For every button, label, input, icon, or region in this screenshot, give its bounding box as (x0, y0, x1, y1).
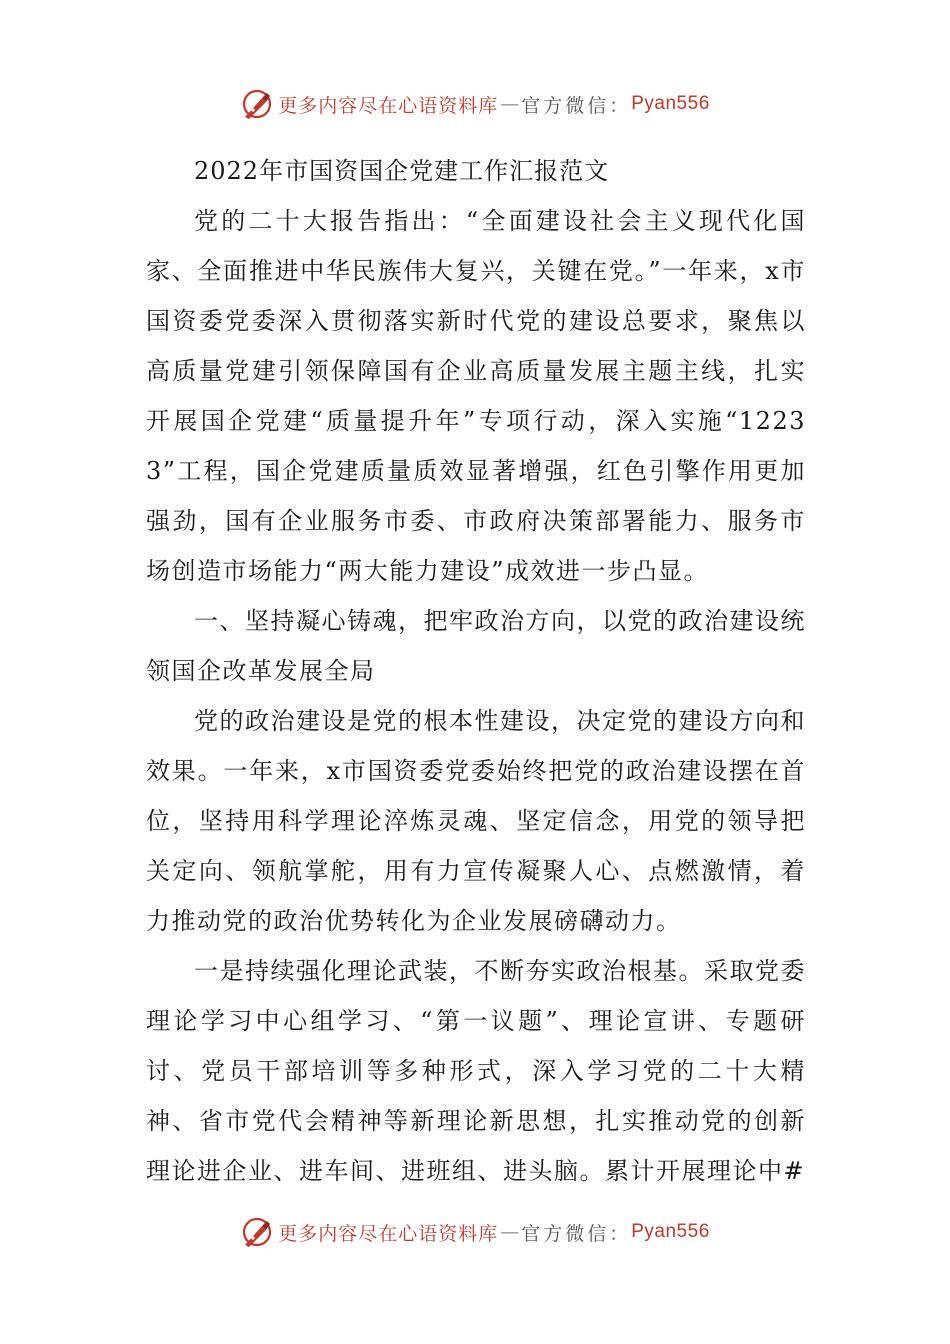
paragraph-political-building: 党的政治建设是党的根本性建设，决定党的建设方向和效果。一年来，x市国资委党委始终把党的政治建设摆在首位，坚持用科学理论淬炼灵魂、坚定信念，用党的领导把关定向、领航掌舵，用有力宣传凝聚人心、点燃激情，着力推动党的政治优势转化为企业发展磅礴动力。 (146, 707, 806, 935)
watermark-separator: — (500, 1221, 520, 1243)
pen-nib-circle-icon (240, 1215, 274, 1249)
pen-nib-circle-icon (240, 87, 274, 121)
watermark-official-label: 官方微信： (521, 1222, 632, 1245)
document-body (146, 146, 806, 1196)
document-title: 2022年市国资国企党建工作汇报范文 (194, 157, 610, 185)
watermark-text: 更多内容尽在心语资料库 (278, 1222, 499, 1245)
watermark-wechat-id: Pyan556 (631, 1221, 710, 1242)
paragraph-theory-study: 一是持续强化理论武装，不断夯实政治根基。采取党委理论学习中心组学习、“第一议题”、理论宣讲、专题研讨、党员干部培训等多种形式，深入学习党的二十大精神、省市党代会精神等新理论新思想，扎实推动党的创新理论进企业、进车间、进班组、进头脑。累计开展理论中# (146, 957, 806, 1185)
header-watermark (0, 84, 950, 124)
paragraph-intro: 党的二十大报告指出：“全面建设社会主义现代化国家、全面推进中华民族伟大复兴，关键在党。”一年来，x市国资委党委深入贯彻落实新时代党的建设总要求，聚焦以高质量党建引领保障国有企业高质量发展主题主线，扎实开展国企党建“质量提升年”专项行动，深入实施“12233”工程，国企党建质量质效显著增强，红色引擎作用更加强劲，国有企业服务市委、市政府决策部署能力、服务市场创造市场能力“两大能力建设”成效进一步凸显。 (146, 207, 806, 585)
watermark-official-label: 官方微信： (521, 94, 632, 117)
footer-watermark (0, 1212, 950, 1252)
watermark-separator: — (500, 93, 520, 115)
watermark-wechat-id: Pyan556 (631, 93, 710, 114)
section-heading-1: 一、坚持凝心铸魂，把牢政治方向，以党的政治建设统领国企改革发展全局 (146, 607, 806, 685)
watermark-text: 更多内容尽在心语资料库 (278, 94, 499, 117)
